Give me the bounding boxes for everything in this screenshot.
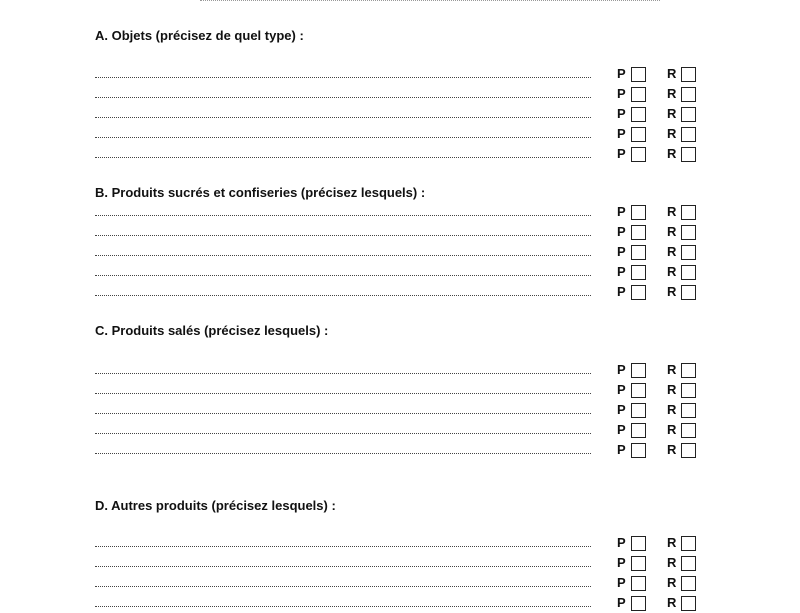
checkbox-p[interactable]	[631, 363, 646, 378]
checkbox-p[interactable]	[631, 443, 646, 458]
choice-label-p: P	[617, 595, 626, 610]
checkbox-p[interactable]	[631, 127, 646, 142]
choice-label-r: R	[667, 362, 677, 377]
checkbox-p[interactable]	[631, 265, 646, 280]
choice-label-r: R	[667, 575, 677, 590]
checkbox-p[interactable]	[631, 245, 646, 260]
checkbox-p[interactable]	[631, 205, 646, 220]
choice-label-r: R	[667, 382, 677, 397]
form-row	[95, 282, 715, 302]
choice-label-p: P	[617, 264, 626, 279]
checkbox-p[interactable]	[631, 423, 646, 438]
checkbox-r[interactable]	[681, 576, 696, 591]
choice-label-p: P	[617, 106, 626, 121]
choice-label-r: R	[667, 224, 677, 239]
choice-label-r: R	[667, 442, 677, 457]
form-row	[95, 533, 715, 553]
form-row	[95, 104, 715, 124]
checkbox-r[interactable]	[681, 383, 696, 398]
section-autres-produits	[95, 497, 715, 613]
dotted-fill-line[interactable]	[95, 453, 591, 454]
checkbox-p[interactable]	[631, 536, 646, 551]
dotted-fill-line[interactable]	[95, 275, 591, 276]
checkbox-r[interactable]	[681, 285, 696, 300]
choice-label-p: P	[617, 575, 626, 590]
checkbox-p[interactable]	[631, 225, 646, 240]
checkbox-p[interactable]	[631, 285, 646, 300]
form-row	[95, 573, 715, 593]
choice-label-p: P	[617, 204, 626, 219]
checkbox-p[interactable]	[631, 556, 646, 571]
dotted-fill-line[interactable]	[95, 157, 591, 158]
choice-label-p: P	[617, 66, 626, 81]
choice-label-p: P	[617, 402, 626, 417]
section-title: A. Objets (précisez de quel type) :	[95, 28, 304, 43]
checkbox-r[interactable]	[681, 423, 696, 438]
checkbox-r[interactable]	[681, 363, 696, 378]
form-row	[95, 64, 715, 84]
checkbox-r[interactable]	[681, 403, 696, 418]
form-row	[95, 440, 715, 460]
choice-label-p: P	[617, 146, 626, 161]
form-row	[95, 400, 715, 420]
form-row	[95, 262, 715, 282]
choice-label-r: R	[667, 402, 677, 417]
checkbox-r[interactable]	[681, 127, 696, 142]
checkbox-r[interactable]	[681, 596, 696, 611]
form-row	[95, 84, 715, 104]
choice-label-r: R	[667, 204, 677, 219]
dotted-fill-line[interactable]	[95, 373, 591, 374]
dotted-fill-line[interactable]	[95, 255, 591, 256]
choice-label-p: P	[617, 422, 626, 437]
form-row	[95, 202, 715, 222]
checkbox-r[interactable]	[681, 107, 696, 122]
form-row	[95, 380, 715, 400]
dotted-fill-line[interactable]	[95, 433, 591, 434]
choice-label-r: R	[667, 422, 677, 437]
checkbox-r[interactable]	[681, 67, 696, 82]
choice-label-p: P	[617, 382, 626, 397]
checkbox-p[interactable]	[631, 67, 646, 82]
choice-label-r: R	[667, 66, 677, 81]
choice-label-r: R	[667, 595, 677, 610]
choice-label-p: P	[617, 535, 626, 550]
dotted-fill-line[interactable]	[95, 137, 591, 138]
section-produits-sucres	[95, 184, 715, 302]
choice-label-p: P	[617, 284, 626, 299]
form-row	[95, 222, 715, 242]
checkbox-p[interactable]	[631, 596, 646, 611]
checkbox-p[interactable]	[631, 87, 646, 102]
choice-label-p: P	[617, 244, 626, 259]
dotted-fill-line[interactable]	[95, 295, 591, 296]
dotted-fill-line[interactable]	[95, 97, 591, 98]
form-row	[95, 124, 715, 144]
dotted-fill-line[interactable]	[95, 117, 591, 118]
form-row	[95, 420, 715, 440]
choice-label-r: R	[667, 126, 677, 141]
checkbox-r[interactable]	[681, 536, 696, 551]
choice-label-r: R	[667, 244, 677, 259]
checkbox-r[interactable]	[681, 225, 696, 240]
form-row	[95, 242, 715, 262]
form-row	[95, 360, 715, 380]
choice-label-p: P	[617, 555, 626, 570]
section-title: C. Produits salés (précisez lesquels) :	[95, 323, 329, 338]
checkbox-r[interactable]	[681, 87, 696, 102]
section-objets	[95, 27, 715, 164]
choice-label-r: R	[667, 264, 677, 279]
checkbox-p[interactable]	[631, 576, 646, 591]
choice-label-r: R	[667, 284, 677, 299]
choice-label-p: P	[617, 442, 626, 457]
checkbox-p[interactable]	[631, 403, 646, 418]
choice-label-r: R	[667, 555, 677, 570]
dotted-fill-line[interactable]	[95, 393, 591, 394]
form-row	[95, 553, 715, 573]
checkbox-r[interactable]	[681, 443, 696, 458]
section-title: B. Produits sucrés et confiseries (précisez lesquels) :	[95, 185, 426, 200]
choice-label-r: R	[667, 146, 677, 161]
choice-label-p: P	[617, 86, 626, 101]
choice-label-r: R	[667, 535, 677, 550]
top-dotted-rule	[200, 0, 660, 1]
checkbox-r[interactable]	[681, 245, 696, 260]
checkbox-p[interactable]	[631, 147, 646, 162]
dotted-fill-line[interactable]	[95, 586, 591, 587]
checkbox-r[interactable]	[681, 205, 696, 220]
form-row	[95, 144, 715, 164]
checkbox-p[interactable]	[631, 107, 646, 122]
dotted-fill-line[interactable]	[95, 235, 591, 236]
choice-label-r: R	[667, 86, 677, 101]
checkbox-r[interactable]	[681, 265, 696, 280]
choice-label-p: P	[617, 362, 626, 377]
section-title: D. Autres produits (précisez lesquels) :	[95, 498, 336, 513]
choice-label-p: P	[617, 224, 626, 239]
choice-label-p: P	[617, 126, 626, 141]
checkbox-r[interactable]	[681, 556, 696, 571]
dotted-fill-line[interactable]	[95, 546, 591, 547]
dotted-fill-line[interactable]	[95, 215, 591, 216]
dotted-fill-line[interactable]	[95, 77, 591, 78]
form-row	[95, 593, 715, 613]
dotted-fill-line[interactable]	[95, 413, 591, 414]
dotted-fill-line[interactable]	[95, 606, 591, 607]
choice-label-r: R	[667, 106, 677, 121]
dotted-fill-line[interactable]	[95, 566, 591, 567]
checkbox-p[interactable]	[631, 383, 646, 398]
section-produits-sales	[95, 322, 715, 460]
checkbox-r[interactable]	[681, 147, 696, 162]
